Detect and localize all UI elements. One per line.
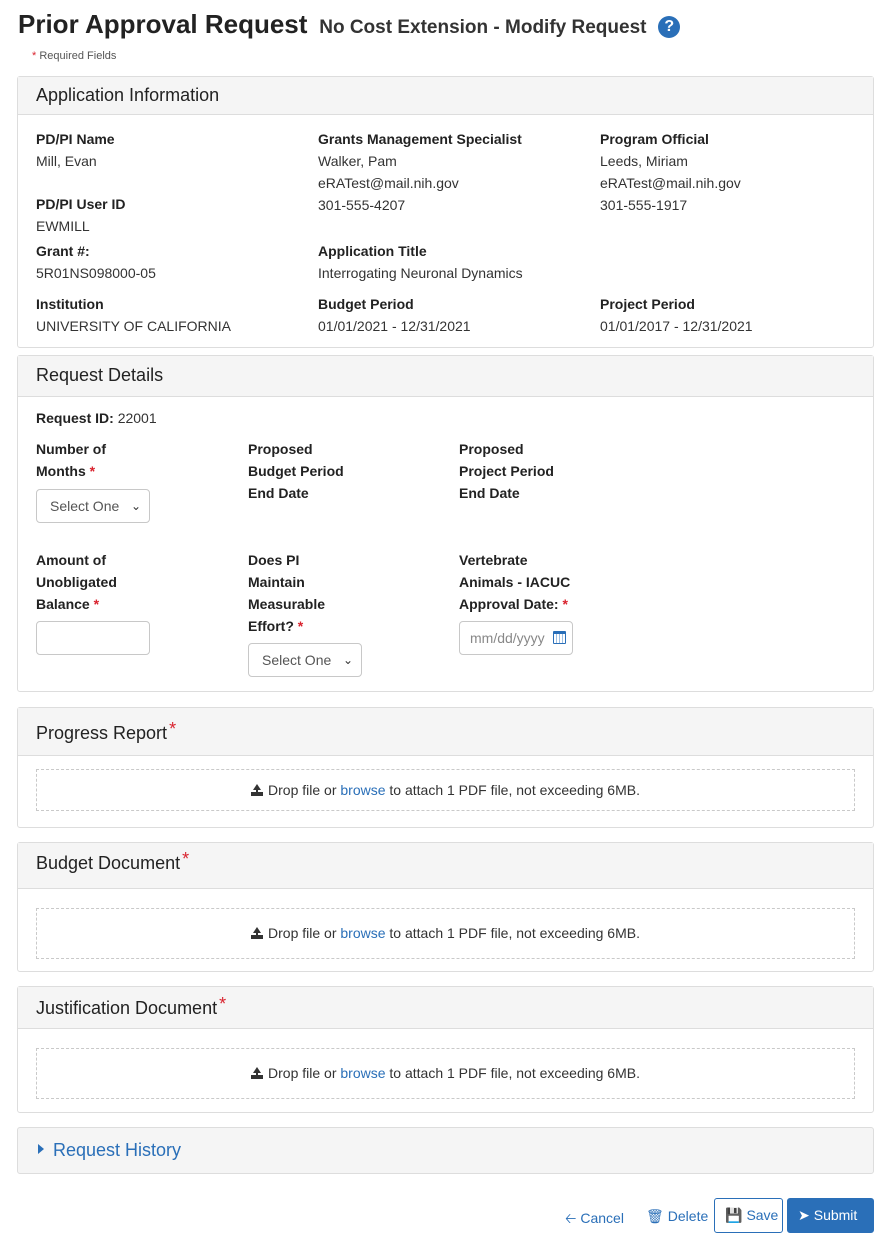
number-of-months-select[interactable] xyxy=(36,489,150,523)
gms-column xyxy=(318,128,522,216)
months-label-line2: Months xyxy=(36,463,86,479)
paper-plane-icon: ➤ xyxy=(798,1207,810,1223)
unob-label-line2: Unobligated xyxy=(36,574,117,590)
request-id xyxy=(36,407,157,429)
justification-document-title: Justification Document xyxy=(36,998,218,1018)
floppy-disk-icon: 💾 xyxy=(725,1207,743,1223)
pdpi-userid-label: PD/PI User ID xyxy=(36,196,126,212)
effort-label-line1: Does PI xyxy=(248,552,300,568)
number-of-months-label xyxy=(36,438,106,482)
application-information-heading: Application Information xyxy=(18,77,873,115)
caret-right-icon xyxy=(38,1144,44,1154)
ppp-label-line3: End Date xyxy=(459,485,520,501)
pi-effort-value: Select One xyxy=(262,652,332,668)
required-star-icon: * xyxy=(93,596,100,612)
required-star-icon: * xyxy=(32,50,37,62)
unobligated-balance-input[interactable] xyxy=(36,621,150,655)
grant-number-label: Grant #: xyxy=(36,243,90,259)
budget-document-panel xyxy=(17,842,874,972)
cancel-label: Cancel xyxy=(580,1210,624,1226)
budget-document-heading xyxy=(18,843,873,889)
iacuc-approval-date-input[interactable] xyxy=(459,621,573,655)
iacuc-label-line2: Animals - IACUC xyxy=(459,574,571,590)
pbp-label-line3: End Date xyxy=(248,485,309,501)
calendar-icon[interactable] xyxy=(553,631,566,644)
proposed-budget-period-end-date xyxy=(248,438,344,504)
pdpi-name-value: Mill, Evan xyxy=(36,153,97,169)
progress-report-title: Progress Report xyxy=(36,723,168,743)
po-column xyxy=(600,128,741,216)
institution xyxy=(36,293,231,337)
required-star-icon: * xyxy=(169,719,177,739)
request-history-toggle[interactable] xyxy=(17,1127,874,1174)
unobligated-balance-label xyxy=(36,549,117,615)
delete-button[interactable] xyxy=(646,1208,708,1225)
months-label-line1: Number of xyxy=(36,441,106,457)
required-fields-note xyxy=(32,50,116,62)
cancel-button[interactable] xyxy=(565,1208,624,1232)
iacuc-label-line3: Approval Date: xyxy=(459,596,559,612)
upload-icon xyxy=(251,927,263,939)
upload-icon xyxy=(251,1067,263,1079)
pbp-label-line2: Budget Period xyxy=(248,463,344,479)
pi-effort-label xyxy=(248,549,325,637)
pdpi-name-label: PD/PI Name xyxy=(36,131,115,147)
pdpi-userid xyxy=(36,193,125,237)
ppp-label-line2: Project Period xyxy=(459,463,554,479)
trash-icon: 🗑 xyxy=(646,1208,664,1224)
page-title xyxy=(18,8,680,40)
budget-document-dropzone[interactable] xyxy=(36,908,855,959)
application-information-panel xyxy=(17,76,874,348)
save-button[interactable] xyxy=(714,1198,783,1233)
effort-label-line4: Effort? xyxy=(248,618,294,634)
request-history-label: Request History xyxy=(53,1140,182,1160)
request-id-label: Request ID: xyxy=(36,410,114,426)
iacuc-approval-date-label xyxy=(459,549,570,615)
justification-document-dropzone[interactable] xyxy=(36,1048,855,1099)
project-period-value: 01/01/2017 - 12/31/2021 xyxy=(600,318,753,334)
pi-effort-select[interactable] xyxy=(248,643,362,677)
grant-number xyxy=(36,240,156,284)
po-label: Program Official xyxy=(600,131,709,147)
required-star-icon: * xyxy=(89,463,96,479)
required-star-icon: * xyxy=(182,849,190,869)
justification-document-heading xyxy=(18,987,873,1029)
required-star-icon: * xyxy=(562,596,568,612)
po-name: Leeds, Miriam xyxy=(600,153,688,169)
po-email: eRATest@mail.nih.gov xyxy=(600,175,741,191)
iacuc-label-line1: Vertebrate xyxy=(459,552,528,568)
question-circle-icon[interactable]: ? xyxy=(658,16,680,38)
upload-icon xyxy=(251,784,263,796)
effort-label-line3: Measurable xyxy=(248,596,326,612)
ppp-label-line1: Proposed xyxy=(459,441,524,457)
gms-name: Walker, Pam xyxy=(318,153,397,169)
required-fields-text: Required Fields xyxy=(39,50,117,62)
drop-text: Drop file or xyxy=(268,782,337,798)
page-subtitle: No Cost Extension - Modify Request xyxy=(319,17,647,38)
progress-report-panel xyxy=(17,707,874,828)
drop-suffix-text: to attach 1 PDF file, not exceeding 6MB. xyxy=(389,925,640,941)
page-title-main: Prior Approval Request xyxy=(18,9,308,39)
gms-phone: 301-555-4207 xyxy=(318,197,406,213)
budget-period-value: 01/01/2021 - 12/31/2021 xyxy=(318,318,471,334)
budget-period xyxy=(318,293,471,337)
project-period-label: Project Period xyxy=(600,296,695,312)
request-details-heading: Request Details xyxy=(18,356,873,397)
progress-report-dropzone[interactable] xyxy=(36,769,855,811)
chevron-down-icon: ⌄ xyxy=(130,499,141,513)
gms-email: eRATest@mail.nih.gov xyxy=(318,175,459,191)
application-title-value: Interrogating Neuronal Dynamics xyxy=(318,265,523,281)
request-id-value: 22001 xyxy=(117,410,157,426)
unob-label-line3: Balance xyxy=(36,596,90,612)
grant-number-value: 5R01NS098000-05 xyxy=(36,265,156,281)
browse-link[interactable]: browse xyxy=(340,782,386,798)
effort-label-line2: Maintain xyxy=(248,574,305,590)
arrow-left-icon: 🡠 xyxy=(565,1210,577,1226)
budget-period-label: Budget Period xyxy=(318,296,414,312)
pdpi-userid-value: EWMILL xyxy=(36,218,90,234)
date-placeholder: mm/dd/yyyy xyxy=(470,630,545,646)
delete-label: Delete xyxy=(667,1208,709,1224)
browse-link[interactable]: browse xyxy=(340,1065,386,1081)
institution-label: Institution xyxy=(36,296,104,312)
project-period xyxy=(600,293,753,337)
pdpi-column xyxy=(36,128,115,172)
request-details-panel xyxy=(17,355,874,692)
institution-value: UNIVERSITY OF CALIFORNIA xyxy=(36,318,231,334)
gms-label: Grants Management Specialist xyxy=(318,131,522,147)
application-title-label: Application Title xyxy=(318,243,427,259)
number-of-months-value: Select One xyxy=(50,498,120,514)
submit-label: Submit xyxy=(813,1207,858,1223)
progress-report-heading xyxy=(18,708,873,756)
drop-text: Drop file or xyxy=(268,925,337,941)
application-title xyxy=(318,240,523,284)
drop-suffix-text: to attach 1 PDF file, not exceeding 6MB. xyxy=(389,782,640,798)
proposed-project-period-end-date xyxy=(459,438,554,504)
save-label: Save xyxy=(746,1207,779,1223)
submit-button[interactable] xyxy=(787,1198,874,1233)
unob-label-line1: Amount of xyxy=(36,552,106,568)
required-star-icon: * xyxy=(297,618,304,634)
required-star-icon: * xyxy=(219,994,227,1014)
chevron-down-icon: ⌄ xyxy=(342,653,353,667)
budget-document-title: Budget Document xyxy=(36,853,181,873)
po-phone: 301-555-1917 xyxy=(600,197,688,213)
browse-link[interactable]: browse xyxy=(340,925,386,941)
justification-document-panel xyxy=(17,986,874,1113)
drop-text: Drop file or xyxy=(268,1065,337,1081)
pbp-label-line1: Proposed xyxy=(248,441,313,457)
drop-suffix-text: to attach 1 PDF file, not exceeding 6MB. xyxy=(389,1065,640,1081)
